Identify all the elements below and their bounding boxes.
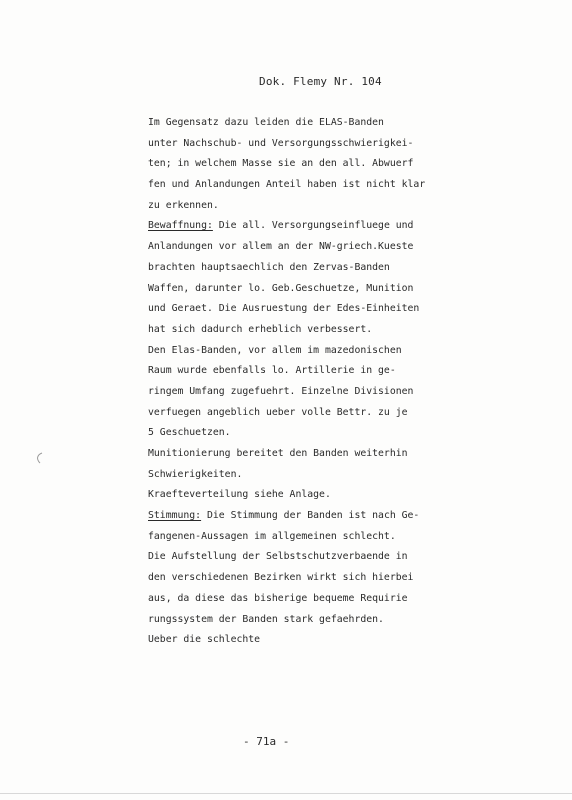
document-reference: Dok. Flemy Nr. 104 [259,75,382,88]
text-line [148,568,448,589]
line-text: Die all. Versorgungseinfluege und [212,220,414,232]
text-line [148,113,448,134]
text-line [148,465,448,486]
text-line [148,154,448,175]
text-line [148,485,448,506]
text-line [148,610,448,631]
typed-text-block [148,113,448,651]
line-text: Kraefteverteilung siehe Anlage. [148,489,331,501]
section-heading: Bewaffnung: [148,220,213,232]
line-text: Ueber die schlechte [148,634,261,646]
line-text: brachten hauptsaechlich den Zervas-Banden [148,261,390,273]
line-text: hat sich dadurch erheblich verbessert. [148,323,373,335]
line-text: unter Nachschub- und Versorgungsschwierigkei- [148,137,414,149]
line-text: und Geraet. Die Ausruestung der Edes-Einheiten [148,303,420,315]
text-line [148,630,448,651]
scan-edge-line [0,793,572,794]
text-line [148,196,448,217]
text-line [148,589,448,610]
text-line [148,382,448,403]
line-text: ten; in welchem Masse sie an den all. Abwuerf [148,158,414,170]
text-line [148,320,448,341]
text-line [148,299,448,320]
text-line [148,279,448,300]
text-line [148,506,448,527]
line-text: zu erkennen. [148,199,219,211]
line-text: Anlandungen vor allem an der NW-griech.Kueste [148,241,414,253]
line-text: fangenen-Aussagen im allgemeinen schlecht. [148,530,396,542]
line-text: Raum wurde ebenfalls lo. Artillerie in ge- [148,365,396,377]
text-line [148,423,448,444]
section-heading: Stimmung: [148,510,202,522]
line-text: 5 Geschuetzen. [148,427,231,439]
text-line [148,547,448,568]
margin-pencil-mark [34,452,44,464]
text-line [148,237,448,258]
line-text: ringem Umfang zugefuehrt. Einzelne Divisionen [148,385,414,397]
text-line [148,258,448,279]
line-text: Waffen, darunter lo. Geb.Geschuetze, Munition [148,282,414,294]
line-text: den verschiedenen Bezirken wirkt sich hierbei [148,572,414,584]
line-text: Im Gegensatz dazu leiden die ELAS-Banden [148,117,384,128]
line-text: Schwierigkeiten. [148,468,243,480]
text-line [148,361,448,382]
line-text: Munitionierung bereitet den Banden weiterhin [148,448,408,459]
text-line [148,403,448,424]
line-text: verfuegen angeblich ueber volle Bettr. zu je [148,406,408,418]
line-text: fen und Anlandungen Anteil haben ist nicht klar [148,179,426,191]
text-line [148,527,448,548]
text-line [148,444,448,465]
line-text: aus, da diese das bisherige bequeme Requirie [148,592,408,604]
line-text: rungssystem der Banden stark gefaehrden. [148,613,384,625]
page-number: - 71a - [243,735,290,748]
text-line [148,341,448,362]
text-line [148,134,448,155]
text-line [148,175,448,196]
line-text: Die Aufstellung der Selbstschutzverbaende in [148,551,408,563]
text-line [148,216,448,237]
line-text: Die Stimmung der Banden ist nach Ge- [201,510,420,522]
line-text: Den Elas-Banden, vor allem im mazedonischen [148,344,402,356]
